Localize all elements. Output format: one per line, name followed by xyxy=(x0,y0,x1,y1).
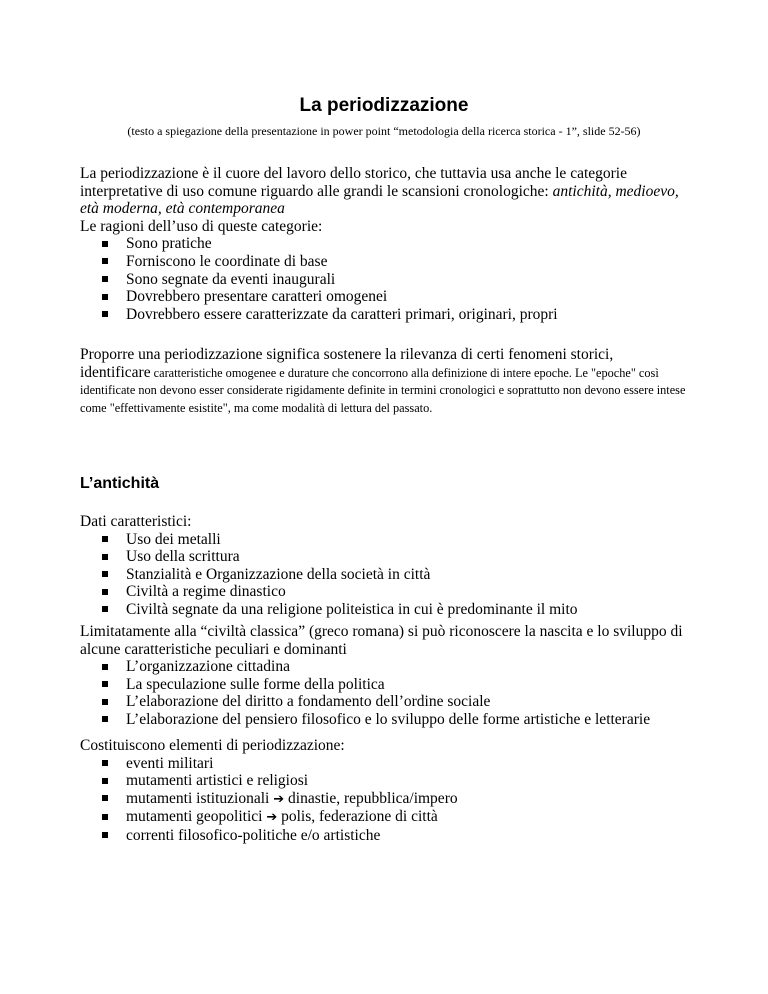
list-item: Sono pratiche xyxy=(102,235,690,253)
document-title: La periodizzazione xyxy=(299,95,469,116)
classica-paragraph: Limitatamente alla “civiltà classica” (greco romana) si può riconoscere la nascita e lo sviluppo di alcune caratteristiche peculiari e dominanti xyxy=(80,623,683,658)
list-item: Dovrebbero essere caratterizzate da caratteri primari, originari, propri xyxy=(102,306,690,324)
classica-block xyxy=(80,623,692,729)
item-text: dinastie, repubblica/impero xyxy=(284,789,458,807)
list-item: Forniscono le coordinate di base xyxy=(102,253,690,271)
section-heading: L’antichità xyxy=(80,475,160,492)
list-item: L’elaborazione del diritto a fondamento dell’ordine sociale xyxy=(102,693,692,711)
dati-list xyxy=(80,531,690,619)
list-item: L’organizzazione cittadina xyxy=(102,658,692,676)
reasons-list xyxy=(80,235,690,323)
list-item: correnti filosofico-politiche e/o artistiche xyxy=(102,827,690,845)
list-item: Sono segnate da eventi inaugurali xyxy=(102,271,690,289)
list-item: L’elaborazione del pensiero filosofico e lo sviluppo delle forme artistiche e letterarie xyxy=(102,711,692,729)
dati-block xyxy=(80,513,690,619)
arrow-right-icon: ➔ xyxy=(273,791,285,807)
intro-text: La periodizzazione è il cuore del lavoro dello storico, che tuttavia usa anche le categorie interpretative di uso comune riguardo alle grandi le scansioni cronologiche: xyxy=(80,165,627,200)
elementi-label: Costituiscono elementi di periodizzazione: xyxy=(80,737,345,754)
list-item: Uso della scrittura xyxy=(102,548,690,566)
proposal-rest: caratteristiche omogenee e durature che concorrono alla definizione di intere epoche. Le "epoche" così identificate non devono esser considerate rigidamente definite in termini cronologici e soprattutto non devono essere intese come "effettivamente esistite", ma come modalità di lettura del passato. xyxy=(80,365,686,415)
intro-paragraph xyxy=(80,165,690,218)
proposal-word: identificare xyxy=(80,363,151,381)
item-text: mutamenti geopolitici xyxy=(126,808,267,826)
list-item: Stanzialità e Organizzazione della società in città xyxy=(102,566,690,584)
list-item: La speculazione sulle forme della politica xyxy=(102,676,692,694)
dati-label: Dati caratteristici: xyxy=(80,513,192,530)
list-item: mutamenti artistici e religiosi xyxy=(102,772,690,790)
item-text: mutamenti istituzionali xyxy=(126,789,274,807)
list-item xyxy=(102,808,690,827)
classica-list xyxy=(80,658,692,728)
proposal-block xyxy=(80,346,690,417)
list-item: Civiltà segnate da una religione politeistica in cui è predominante il mito xyxy=(102,601,690,619)
proposal-line: Proporre una periodizzazione significa sostenere la rilevanza di certi fenomeni storici, xyxy=(80,346,614,363)
list-item: Uso dei metalli xyxy=(102,531,690,549)
elementi-block xyxy=(80,737,690,845)
item-text: polis, federazione di città xyxy=(277,808,438,826)
list-item: Civiltà a regime dinastico xyxy=(102,583,690,601)
elementi-list xyxy=(80,755,690,845)
list-item xyxy=(102,790,690,809)
list-item: Dovrebbero presentare caratteri omogenei xyxy=(102,288,690,306)
intro-block xyxy=(80,165,690,323)
list-item: eventi militari xyxy=(102,755,690,773)
document-subtitle: (testo a spiegazione della presentazione in power point “metodologia della ricerca storica - 1”, slide 52-56) xyxy=(127,124,641,138)
reasons-label: Le ragioni dell’uso di queste categorie: xyxy=(80,217,323,235)
proposal-paragraph xyxy=(80,364,690,418)
intro-italic-eras: antichità, medioevo, età moderna, età contemporanea xyxy=(80,182,679,218)
arrow-right-icon: ➔ xyxy=(266,810,278,826)
